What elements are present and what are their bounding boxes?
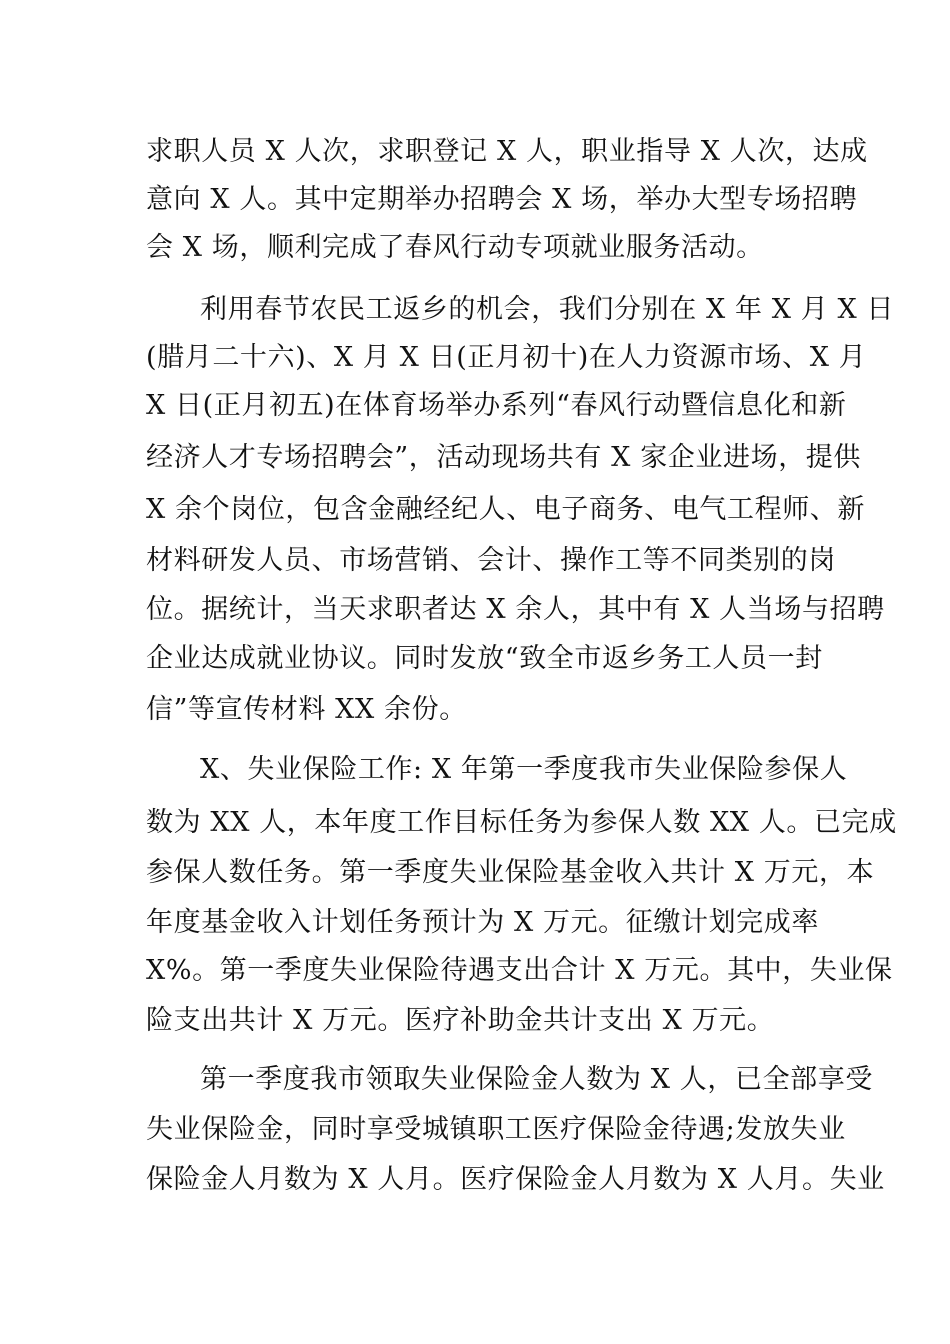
text-line: 求职人员 X 人次，求职登记 X 人，职业指导 X 人次，达成 [146,136,868,167]
paragraph-start-line: 第一季度我市领取失业保险金人数为 X 人，已全部享受 [200,1064,873,1095]
text-line: 保险金人月数为 X 人月。医疗保险金人月数为 X 人月。失业 [146,1164,885,1195]
text-line: 年度基金收入计划任务预计为 X 万元。征缴计划完成率 [146,907,819,938]
paragraph-start-line: X、失业保险工作: X 年第一季度我市失业保险参保人 [200,754,848,785]
text-line: (腊月二十六)、X 月 X 日(正月初十)在人力资源市场、X 月 [146,342,867,373]
text-line: X%。第一季度失业保险待遇支出合计 X 万元。其中，失业保 [146,955,893,986]
text-line: 材料研发人员、市场营销、会计、操作工等不同类别的岗 [146,545,836,576]
text-line: 参保人数任务。第一季度失业保险基金收入共计 X 万元，本 [146,857,875,888]
text-line: 数为 XX 人，本年度工作目标任务为参保人数 XX 人。已完成 [146,807,897,838]
text-line: 险支出共计 X 万元。医疗补助金共计支出 X 万元。 [146,1005,775,1036]
text-line: 会 X 场，顺利完成了春风行动专项就业服务活动。 [146,232,764,263]
text-line: 信”等宣传材料 XX 余份。 [146,694,467,725]
paragraph-start-line: 利用春节农民工返乡的机会，我们分别在 X 年 X 月 X 日 [200,294,895,325]
text-line: X 日(正月初五)在体育场举办系列“春风行动暨信息化和新 [146,390,847,421]
text-line: 失业保险金，同时享受城镇职工医疗保险金待遇;发放失业 [146,1114,846,1145]
text-line: 经济人才专场招聘会”，活动现场共有 X 家企业进场，提供 [146,442,861,473]
text-line: 位。据统计，当天求职者达 X 余人，其中有 X 人当场与招聘 [146,594,885,625]
text-line: 企业达成就业协议。同时发放“致全市返乡务工人员一封 [146,643,823,674]
text-line: 意向 X 人。其中定期举办招聘会 X 场，举办大型专场招聘 [146,184,858,215]
text-line: X 余个岗位，包含金融经纪人、电子商务、电气工程师、新 [146,494,866,525]
